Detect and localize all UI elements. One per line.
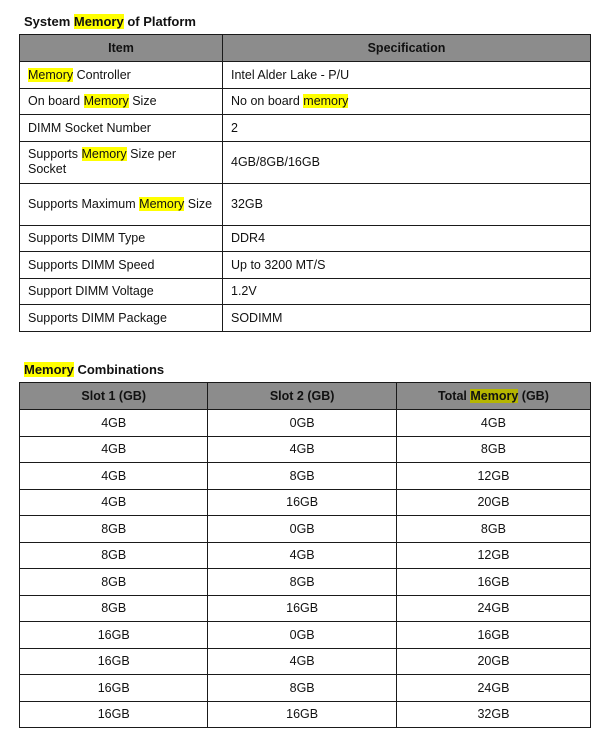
slot2-cell: 4GB [208, 436, 396, 463]
slot2-cell: 0GB [208, 516, 396, 543]
table-header-row [20, 383, 591, 410]
slot1-cell: 16GB [20, 622, 208, 649]
memory-combinations-table [19, 382, 591, 728]
total-cell: 12GB [396, 463, 590, 490]
slot1-cell: 8GB [20, 595, 208, 622]
cell-text: DDR4 [231, 231, 266, 246]
table-row [20, 463, 591, 490]
item-cell [20, 183, 223, 225]
cell-text: Supports DIMM Type [28, 231, 146, 246]
table-row [20, 183, 591, 225]
cell-text: Size [128, 94, 157, 109]
cell-text: Supports [28, 147, 82, 161]
title-text: Combinations [73, 362, 165, 377]
item-cell [20, 88, 223, 115]
table-row [20, 115, 591, 142]
cell-text: Intel Alder Lake - P/U [231, 67, 350, 82]
cell-text: 1.2V [231, 284, 257, 299]
slot1-cell: 8GB [20, 542, 208, 569]
total-cell: 8GB [396, 436, 590, 463]
spec-cell [223, 278, 591, 305]
header-text: (GB) [518, 389, 549, 403]
total-cell: 32GB [396, 701, 590, 728]
header-slot1 [20, 383, 208, 410]
slot1-cell: 16GB [20, 701, 208, 728]
header-item: Item [20, 35, 223, 62]
table-row [20, 595, 591, 622]
spec-cell [223, 225, 591, 252]
title-text: of Platform [123, 14, 196, 29]
table-row [20, 648, 591, 675]
table-header-row [20, 35, 591, 62]
slot1-cell: 16GB [20, 648, 208, 675]
slot2-cell: 8GB [208, 569, 396, 596]
total-cell: 24GB [396, 675, 590, 702]
search-highlight: memory [303, 94, 349, 109]
cell-text: Up to 3200 MT/S [231, 257, 326, 272]
spec-cell [223, 141, 591, 183]
table-row [20, 622, 591, 649]
search-highlight: Memory [28, 67, 74, 82]
section-title-system-memory [24, 14, 196, 29]
cell-text: Supports Maximum [28, 196, 140, 211]
cell-text: DIMM Socket Number [28, 120, 151, 135]
search-highlight: Memory [139, 196, 185, 211]
table-row [20, 252, 591, 279]
table-row [20, 278, 591, 305]
item-cell [20, 115, 223, 142]
slot1-cell: 4GB [20, 410, 208, 437]
total-cell: 12GB [396, 542, 590, 569]
table-row [20, 489, 591, 516]
total-cell: 24GB [396, 595, 590, 622]
system-memory-table [19, 34, 591, 332]
table-row [20, 410, 591, 437]
slot1-cell: 4GB [20, 436, 208, 463]
spec-cell [223, 183, 591, 225]
total-cell: 20GB [396, 648, 590, 675]
slot1-cell: 4GB [20, 489, 208, 516]
table-row [20, 225, 591, 252]
search-highlight: Memory [470, 389, 519, 403]
slot2-cell: 4GB [208, 542, 396, 569]
header-text: Total [437, 389, 471, 403]
slot1-cell: 8GB [20, 516, 208, 543]
slot2-cell: 0GB [208, 622, 396, 649]
spec-cell [223, 252, 591, 279]
spec-cell [223, 62, 591, 89]
header-slot2 [208, 383, 396, 410]
total-cell: 20GB [396, 489, 590, 516]
slot2-cell: 0GB [208, 410, 396, 437]
table-row [20, 88, 591, 115]
total-cell: 4GB [396, 410, 590, 437]
search-highlight: Memory [73, 14, 124, 29]
table-row [20, 542, 591, 569]
item-cell [20, 225, 223, 252]
item-cell [20, 278, 223, 305]
search-highlight: Memory [24, 362, 74, 377]
table-row [20, 305, 591, 332]
total-cell: 8GB [396, 516, 590, 543]
cell-text: 2 [231, 120, 238, 135]
cell-text: Supports DIMM Package [28, 310, 167, 325]
table-row [20, 516, 591, 543]
table-row [20, 62, 591, 89]
title-text: System [24, 14, 74, 29]
cell-text: On board [28, 94, 84, 109]
table-row [20, 569, 591, 596]
header-text: Slot 1 (GB) [81, 389, 146, 403]
slot2-cell: 16GB [208, 701, 396, 728]
header-specification: Specification [223, 35, 591, 62]
cell-text: SODIMM [231, 310, 283, 325]
slot2-cell: 4GB [208, 648, 396, 675]
table-row [20, 675, 591, 702]
section-title-memory-combinations [24, 362, 164, 377]
slot1-cell: 16GB [20, 675, 208, 702]
slot1-cell: 4GB [20, 463, 208, 490]
slot2-cell: 16GB [208, 595, 396, 622]
item-cell [20, 252, 223, 279]
table-row [20, 701, 591, 728]
item-cell [20, 62, 223, 89]
slot1-cell: 8GB [20, 569, 208, 596]
header-total-memory [396, 383, 590, 410]
cell-text: Controller [73, 67, 131, 82]
slot2-cell: 8GB [208, 463, 396, 490]
search-highlight: Memory [81, 147, 127, 161]
item-cell [20, 305, 223, 332]
cell-text: Supports DIMM Speed [28, 257, 155, 272]
total-cell: 16GB [396, 569, 590, 596]
cell-text: Support DIMM Voltage [28, 284, 154, 299]
spec-cell [223, 305, 591, 332]
slot2-cell: 16GB [208, 489, 396, 516]
cell-text: No on board [231, 94, 304, 109]
table-row [20, 436, 591, 463]
spec-cell [223, 88, 591, 115]
cell-text: 4GB/8GB/16GB [231, 154, 320, 169]
cell-text: Size [184, 196, 213, 211]
table-row [20, 141, 591, 183]
total-cell: 16GB [396, 622, 590, 649]
cell-text: Size per Socket [28, 147, 177, 176]
item-cell [20, 141, 223, 183]
search-highlight: Memory [83, 94, 129, 109]
spec-cell [223, 115, 591, 142]
cell-text: 32GB [231, 196, 263, 211]
slot2-cell: 8GB [208, 675, 396, 702]
header-text: Slot 2 (GB) [269, 389, 335, 403]
